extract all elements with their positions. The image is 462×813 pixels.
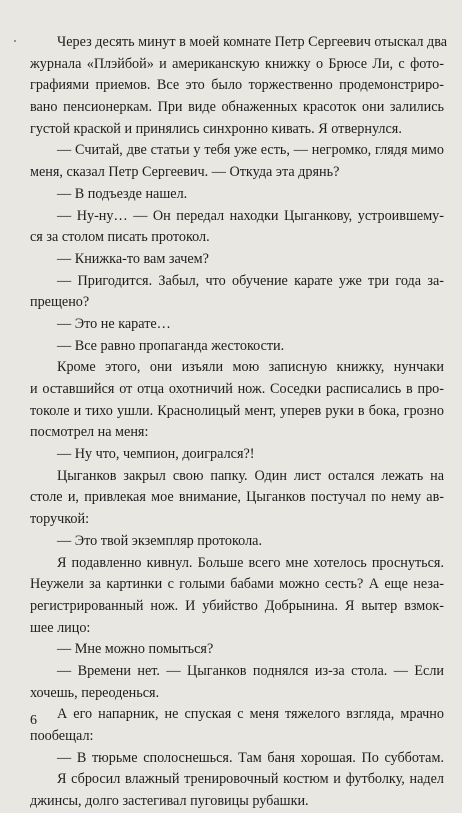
print-speck <box>14 40 16 42</box>
text-line: — Считай, две статьи у тебя уже есть, — негромко, глядя мимо <box>57 142 444 159</box>
text-line: журнала «Плэйбой» и американскую книжку о Брюсе Ли, с фото- <box>30 55 444 72</box>
text-line: — Ну-ну… — Он передал находки Цыганкову, устроившему- <box>57 207 444 224</box>
text-line: Цыганков закрыл свою папку. Один лист остался лежать на <box>57 467 444 484</box>
text-line: — В тюрьме сполоснешься. Там баня хорошая. По субботам. <box>57 749 444 766</box>
text-line: — Все равно пропаганда жестокости. <box>57 337 285 354</box>
text-line: регистрированный нож. И убийство Добрынина. Я вытер взмок- <box>30 597 444 614</box>
text-line: Неужели за картинки с голыми бабами можно сесть? А еще неза- <box>30 576 444 593</box>
text-line: Через десять минут в моей комнате Петр Сергеевич отыскал два <box>57 34 448 50</box>
text-line: шее лицо: <box>30 619 91 636</box>
text-line: джинсы, долго застегивал пуговицы рубашки. <box>30 793 309 810</box>
page-number: 6 <box>30 713 37 728</box>
text-line: — Мне можно помыться? <box>57 641 214 658</box>
text-line: А его напарник, не спуская с меня тяжелого взгляда, мрачно <box>57 706 444 723</box>
text-line: графиями приемов. Все это было торжественно продемонстриро- <box>30 77 444 94</box>
text-line: хочешь, переоденься. <box>30 684 160 701</box>
text-line: — Ну что, чемпион, доигрался?! <box>57 446 255 463</box>
text-line: прещено? <box>30 294 90 311</box>
text-line: — Пригодится. Забыл, что обучение карате уже три года за- <box>57 272 444 289</box>
text-line: и оставшийся от отца охотничий нож. Соседки расписались в про- <box>30 381 444 397</box>
text-line: — Это твой экземпляр протокола. <box>57 532 263 549</box>
text-line: токоле и тихо ушли. Краснолицый мент, уперев руки в бока, грозно <box>30 402 444 419</box>
text-line: вано пенсионеркам. При виде обнаженных красоток они залились <box>30 99 444 116</box>
text-line: торучкой: <box>30 511 90 528</box>
text-line: Я подавленно кивнул. Больше всего мне хотелось проснуться. <box>57 554 444 571</box>
text-line: — Книжка-то вам зачем? <box>57 250 209 267</box>
text-line: — В подъезде нашел. <box>57 185 188 202</box>
text-line: густой краской и принялись синхронно кивать. Я отвернулся. <box>30 120 402 137</box>
text-line: столе и, привлекая мое внимание, Цыганков постучал по нему ав- <box>30 489 444 506</box>
text-line: меня, сказал Петр Сергеевич. — Откуда эта дрянь? <box>30 164 340 181</box>
text-line: пообещал: <box>30 728 94 744</box>
text-line: — Времени нет. — Цыганков поднялся из-за стола. — Если <box>57 662 444 679</box>
text-line: Кроме этого, они изъяли мою записную книжку, нунчаки <box>57 359 444 376</box>
body-text <box>30 32 448 813</box>
text-line: ся за столом писать протокол. <box>30 229 210 246</box>
text-line: Я сбросил влажный тренировочный костюм и футболку, надел <box>57 771 444 788</box>
text-line: посмотрел на меня: <box>30 424 149 441</box>
text-line: — Это не карате… <box>57 315 171 332</box>
